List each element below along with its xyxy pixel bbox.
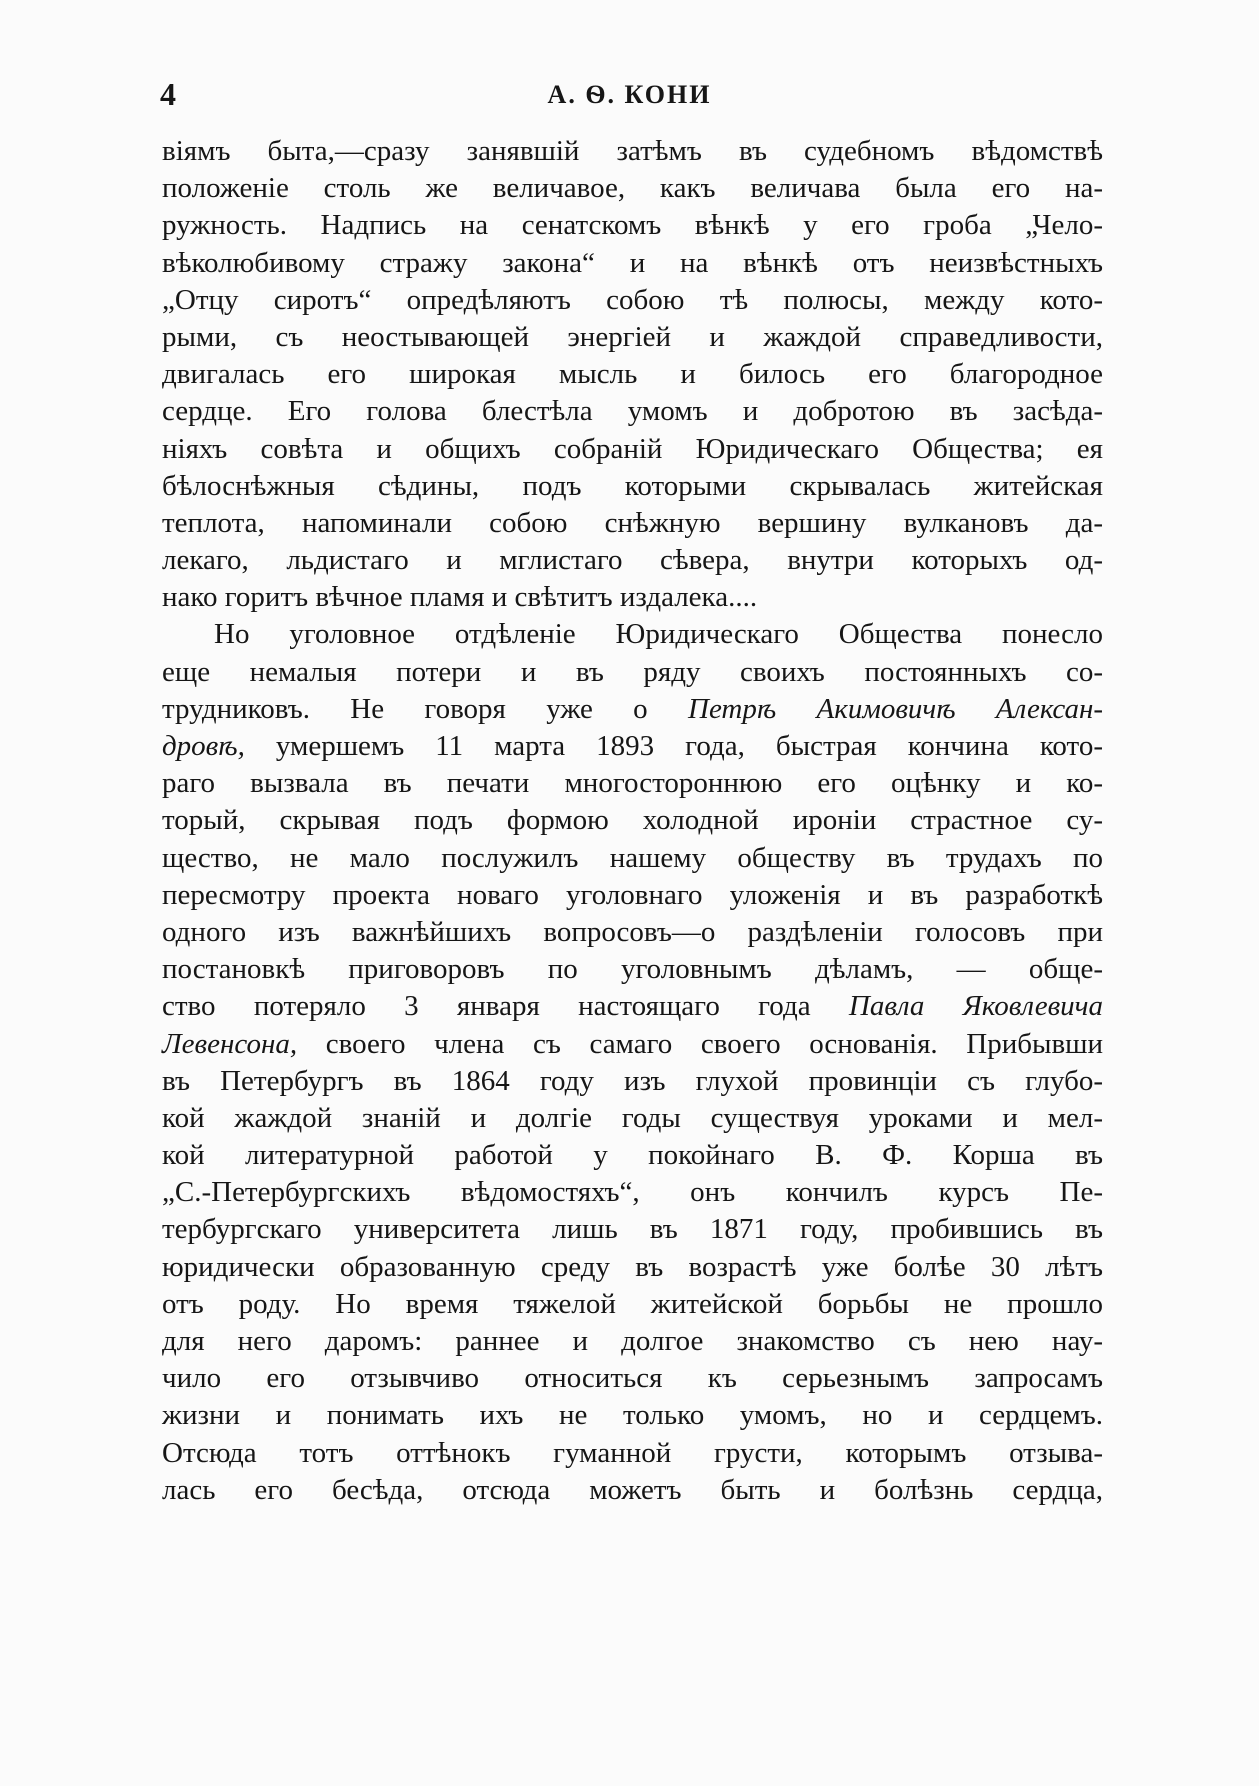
text-segment: сердце. Его голова блестѣла умомъ и добротою въ засѣда- — [162, 395, 1103, 428]
text-line — [162, 1472, 1103, 1509]
text-line — [162, 765, 1103, 802]
text-line — [162, 207, 1103, 244]
text-segment: трудниковъ. Не говоря уже о — [162, 692, 688, 725]
text-line — [162, 1360, 1103, 1397]
text-line — [162, 691, 1103, 728]
text-line — [162, 988, 1103, 1025]
text-segment: чило его отзывчиво относиться къ серьезнымъ запросамъ — [162, 1362, 1103, 1395]
text-segment: раго вызвала въ печати многостороннюю его оцѣнку и ко- — [162, 767, 1103, 800]
text-segment: торый, скрывая подъ формою холодной ироніи страстное су- — [162, 804, 1103, 837]
text-line — [162, 245, 1103, 282]
text-line — [162, 1026, 1103, 1063]
text-segment: двигалась его широкая мысль и билось его благородное — [162, 358, 1103, 391]
text-segment: своего члена съ самаго своего основанія. Прибывши — [297, 1027, 1103, 1060]
text-segment: Отсюда тотъ оттѣнокъ гуманной грусти, которымъ отзыва- — [162, 1436, 1103, 1469]
text-segment: нако горитъ вѣчное пламя и свѣтитъ издалека.... — [162, 581, 758, 614]
text-line — [162, 914, 1103, 951]
text-line — [162, 468, 1103, 505]
text-segment: лекаго, льдистаго и мглистаго сѣвера, внутри которыхъ од- — [162, 544, 1103, 577]
text-line — [162, 1211, 1103, 1248]
text-line — [162, 840, 1103, 877]
text-segment: ство потеряло 3 января настоящаго года — [162, 990, 849, 1023]
text-segment: віямъ быта,—сразу занявшій затѣмъ въ судебномъ вѣдомствѣ — [162, 135, 1103, 167]
text-segment: ружность. Надпись на сенатскомъ вѣнкѣ у его гроба „Чело- — [162, 209, 1103, 242]
text-segment: пересмотру проекта новаго уголовнаго уложенія и въ разработкѣ — [162, 878, 1103, 911]
text-line — [162, 282, 1103, 319]
text-segment: ніяхъ совѣта и общихъ собраній Юридическаго Общества; ея — [162, 432, 1103, 465]
italic-name: Павла Яковлевича — [848, 990, 1103, 1023]
text-segment: Но уголовное отдѣленіе Юридическаго Общества понесло — [214, 618, 1103, 651]
text-line — [162, 1063, 1103, 1100]
text-segment: „Отцу сиротъ“ опредѣляютъ собою тѣ полюсы, между кото- — [162, 283, 1103, 316]
text-line — [162, 1100, 1103, 1137]
text-line — [162, 505, 1103, 542]
text-segment: щество, не мало послужилъ нашему обществу въ трудахъ по — [162, 841, 1103, 874]
text-segment: бѣлоснѣжныя сѣдины, подъ которыми скрывалась житейская — [162, 469, 1103, 502]
text-line — [162, 1286, 1103, 1323]
text-segment: для него даромъ: раннее и долгое знакомство съ нею нау- — [162, 1325, 1103, 1357]
page-number: 4 — [160, 76, 176, 112]
text-segment: отъ роду. Но время тяжелой житейской борьбы не прошло — [162, 1287, 1103, 1320]
text-segment: кой жаждой знаній и долгіе годы существуя уроками и мел- — [162, 1101, 1103, 1134]
text-line — [162, 542, 1103, 579]
text-segment: одного изъ важнѣйшихъ вопросовъ—о раздѣленіи голосовъ при — [162, 915, 1103, 948]
text-line — [162, 1174, 1103, 1211]
text-segment: умершемъ 11 марта 1893 года, быстрая кончина кото- — [244, 730, 1103, 762]
text-segment: юридически образованную среду въ возрастѣ уже болѣе 30 лѣтъ — [162, 1250, 1103, 1283]
text-line — [162, 877, 1103, 914]
running-title: А. Ѳ. КОНИ — [547, 80, 712, 109]
text-line — [162, 1137, 1103, 1174]
text-segment: еще немалыя потери и въ ряду своихъ постоянныхъ со- — [162, 655, 1103, 688]
text-line — [162, 616, 1103, 653]
italic-name: дровѣ, — [162, 730, 245, 762]
text-segment: постановкѣ приговоровъ по уголовнымъ дѣламъ, — обще- — [162, 953, 1103, 986]
text-line — [162, 579, 1103, 616]
italic-name: Левенсона, — [162, 1027, 298, 1060]
text-line — [162, 728, 1103, 765]
text-line — [162, 1397, 1103, 1434]
text-segment: рыми, съ неостывающей энергіей и жаждой справедливости, — [162, 320, 1103, 353]
text-line — [162, 951, 1103, 988]
text-segment: теплота, напоминали собою снѣжную вершину вулкановъ да- — [162, 506, 1103, 539]
text-line — [162, 133, 1103, 170]
text-line — [162, 319, 1103, 356]
text-segment: лась его бесѣда, отсюда можетъ быть и болѣзнь сердца, — [162, 1473, 1103, 1506]
text-segment: кой литературной работой у покойнаго В. Ф. Корша въ — [162, 1139, 1103, 1172]
text-line — [162, 654, 1103, 691]
text-segment: положеніе столь же величавое, какъ величава была его на- — [162, 172, 1103, 205]
text-line — [162, 1323, 1103, 1360]
text-line — [162, 170, 1103, 207]
text-segment: вѣколюбивому стражу закона“ и на вѣнкѣ отъ неизвѣстныхъ — [162, 246, 1103, 279]
text-line — [162, 1435, 1103, 1472]
text-line — [162, 431, 1103, 468]
text-segment: въ Петербургъ въ 1864 году изъ глухой провинціи съ глубо- — [162, 1064, 1103, 1097]
text-line — [162, 1249, 1103, 1286]
text-segment: жизни и понимать ихъ не только умомъ, но и сердцемъ. — [162, 1399, 1103, 1432]
text-line — [162, 356, 1103, 393]
text-line — [162, 802, 1103, 839]
text-segment: „С.-Петербургскихъ вѣдомостяхъ“, онъ кончилъ курсъ Пе- — [162, 1176, 1103, 1209]
body-text — [162, 133, 1103, 1509]
text-segment: тербургскаго университета лишь въ 1871 году, пробившись въ — [162, 1213, 1103, 1246]
text-line — [162, 393, 1103, 430]
italic-name: Петрѣ Акимовичѣ Алексан- — [688, 692, 1103, 725]
